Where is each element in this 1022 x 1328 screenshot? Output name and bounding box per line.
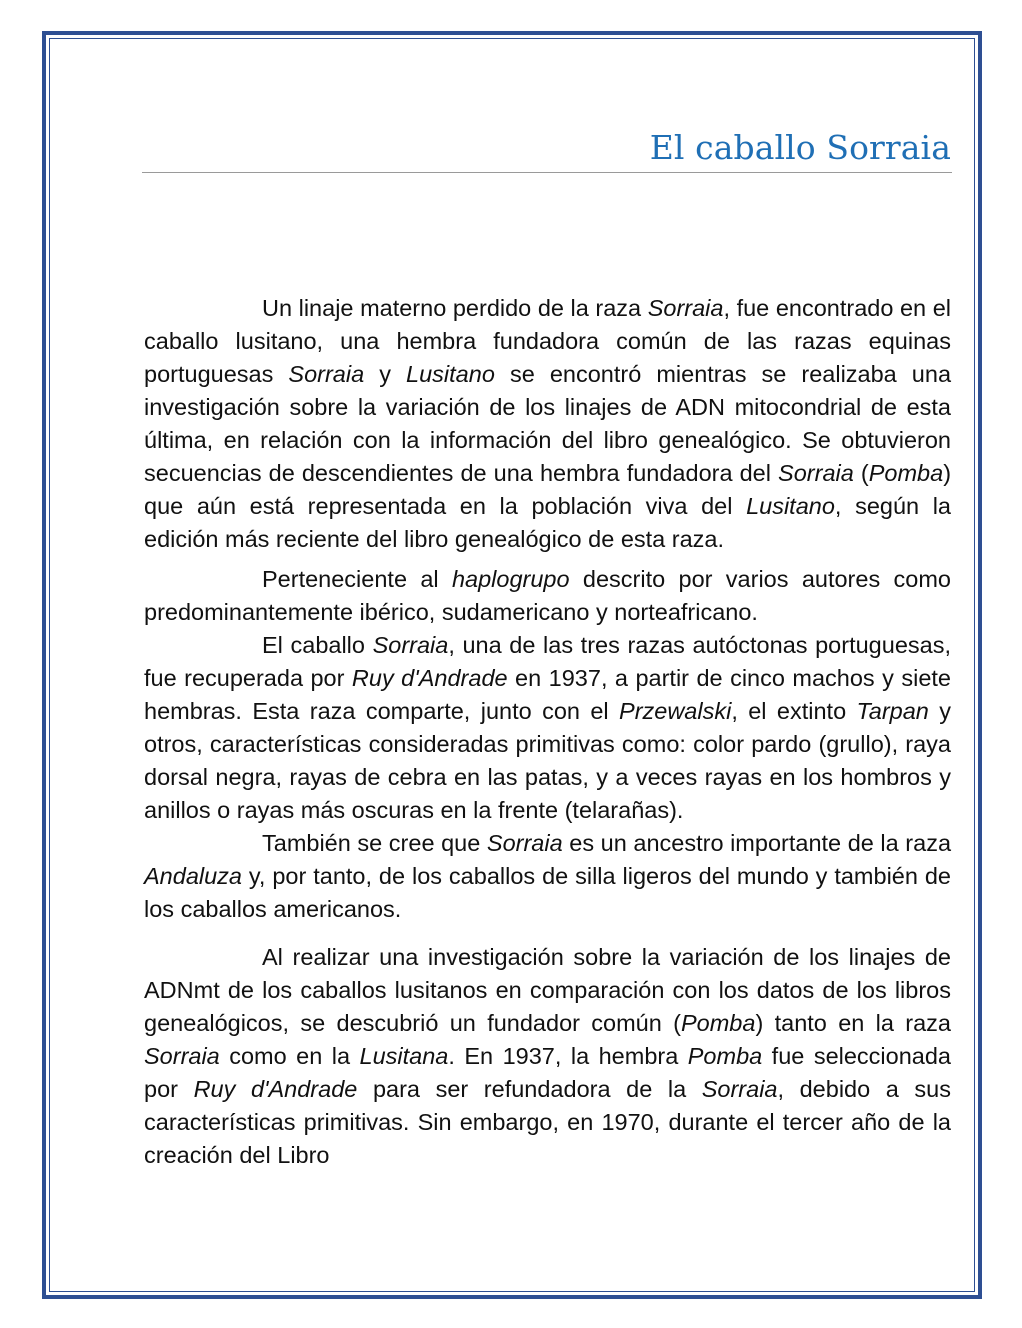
italic-term: Ruy d'Andrade <box>193 1076 358 1102</box>
italic-term: Lusitano <box>406 361 495 387</box>
text-run: , fue encontrado en el caballo lusitano, una hembra fundadora común de las razas equinas portuguesas <box>144 295 951 387</box>
italic-term: Sorraia <box>701 1076 778 1102</box>
text-run: , una de las tres razas autóctonas portuguesas, fue recuperada por <box>144 632 951 691</box>
text-run: y <box>364 361 407 387</box>
text-run: se encontró mientras se realizaba una investigación sobre la variación de los linajes de ADN mitocondrial de esta última, en relación con la información del libro genealógico. Se obtuvieron secuencias de descendientes de una hembra fundadora del <box>144 361 952 486</box>
italic-term: Sorraia <box>372 632 449 658</box>
paragraph-3 <box>144 629 951 827</box>
text-run: y, por tanto, de los caballos de silla ligeros del mundo y también de los caballos americanos. <box>144 863 951 922</box>
italic-term: Pomba <box>687 1043 763 1069</box>
text-run: , el extinto <box>731 698 857 724</box>
italic-term: Pomba <box>868 460 944 486</box>
italic-term: Pomba <box>680 1010 756 1036</box>
italic-term: Andaluza <box>144 863 242 889</box>
page-title: El caballo Sorraia <box>649 128 951 167</box>
paragraph-4 <box>144 827 951 926</box>
text-run: , debido a sus características primitivas. Sin embargo, en 1970, durante el tercer año de la creación del Libro <box>144 1076 951 1168</box>
paragraph-2 <box>144 563 951 629</box>
text-run: Al realizar una investigación sobre la variación de los linajes de ADNmt de los caballos lusitanos en comparación con los datos de los libros genealógicos, se descubrió un fundador común ( <box>144 944 951 1036</box>
paragraph-5 <box>144 941 951 1172</box>
paragraph-1 <box>144 292 951 556</box>
italic-term: Tarpan <box>856 698 929 724</box>
italic-term: Lusitana <box>359 1043 449 1069</box>
italic-term: haplogrupo <box>451 566 570 592</box>
italic-term: Lusitano <box>746 493 835 519</box>
text-run: También se cree que <box>262 830 487 856</box>
text-run: , según la edición más reciente del libro genealógico de esta raza. <box>144 493 952 552</box>
text-run: ( <box>853 460 869 486</box>
text-run: para ser refundadora de la <box>357 1076 702 1102</box>
text-run: ) tanto en la raza <box>755 1010 952 1036</box>
document-body <box>144 292 951 1172</box>
italic-term: Sorraia <box>144 1043 220 1069</box>
italic-term: Sorraia <box>486 830 563 856</box>
text-run: como en la <box>219 1043 360 1069</box>
title-divider <box>142 172 952 173</box>
text-run: fue seleccionada por <box>144 1043 951 1102</box>
italic-term: Ruy d'Andrade <box>351 665 508 691</box>
text-run: y otros, características consideradas primitivas como: color pardo (grullo), raya dorsal negra, rayas de cebra en las patas, y a veces rayas en los hombros y anillos o rayas más oscuras en la frente (telarañas). <box>144 698 951 823</box>
text-run: descrito por varios autores como predominantemente ibérico, sudamericano y norteafricano. <box>144 566 951 625</box>
text-run: Un linaje materno perdido de la raza <box>262 295 648 321</box>
italic-term: Przewalski <box>619 698 732 724</box>
text-run: ) que aún está representada en la población viva del <box>144 460 952 519</box>
italic-term: Sorraia <box>647 295 724 321</box>
italic-term: Sorraia <box>288 361 365 387</box>
italic-term: Sorraia <box>778 460 854 486</box>
text-run: . En 1937, la hembra <box>448 1043 688 1069</box>
text-run: Perteneciente al <box>262 566 452 592</box>
text-run: es un ancestro importante de la raza <box>562 830 952 856</box>
text-run: en 1937, a partir de cinco machos y siete hembras. Esta raza comparte, junto con el <box>144 665 952 724</box>
text-run: El caballo <box>262 632 373 658</box>
